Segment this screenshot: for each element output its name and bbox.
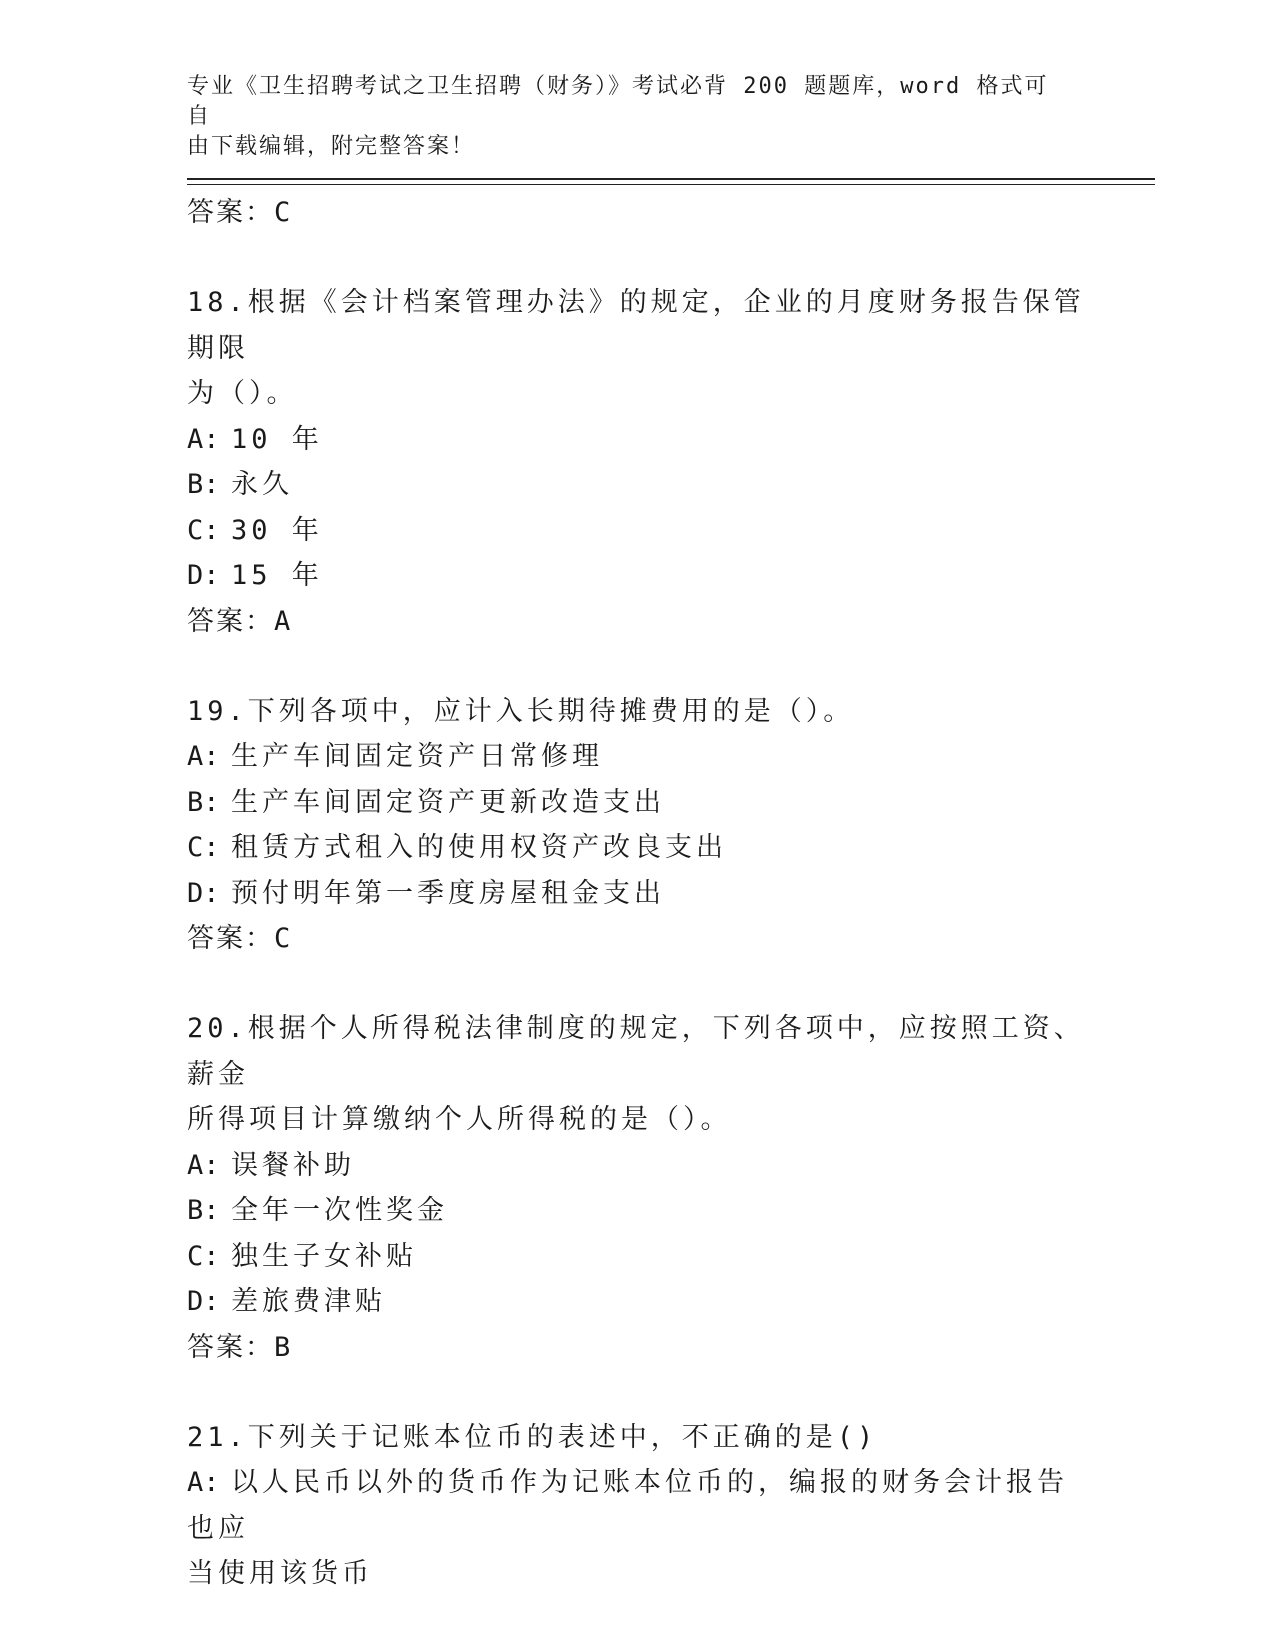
option-key: C:: [187, 832, 220, 863]
option-b: [187, 1188, 1087, 1234]
header-divider-thick: [187, 178, 1155, 180]
question-text: 18.根据《会计档案管理办法》的规定，企业的月度财务报告保管期限: [187, 287, 1085, 364]
option-key: D:: [187, 560, 220, 591]
option-key: D:: [187, 1286, 220, 1317]
question-list: [187, 190, 1087, 1597]
option-text: 10 年: [231, 423, 323, 455]
option-text: 以人民币以外的货币作为记账本位币的，编报的财务会计报告也应: [187, 1467, 1068, 1544]
option-text: 15 年: [231, 560, 323, 591]
answer-line: [187, 190, 1087, 236]
option-b: [187, 462, 1087, 508]
option-text: 生产车间固定资产日常修理: [231, 741, 603, 772]
option-key: C:: [187, 1240, 220, 1272]
option-text: 独生子女补贴: [231, 1240, 417, 1272]
option-text: 差旅费津贴: [231, 1286, 386, 1317]
answer-label: 答案：: [187, 923, 274, 954]
answer-line: [187, 916, 1087, 962]
question-19: [187, 689, 1087, 963]
answer-label: 答案：: [187, 605, 274, 637]
option-key: B:: [187, 469, 220, 500]
question-text: 19.下列各项中，应计入长期待摊费用的是（）。: [187, 695, 855, 727]
question-text: 为（）。: [187, 378, 298, 409]
option-text: 全年一次性奖金: [231, 1195, 448, 1226]
option-text: 生产车间固定资产更新改造支出: [231, 786, 665, 818]
option-text: 租赁方式租入的使用权资产改良支出: [231, 832, 727, 863]
option-d: [187, 1279, 1087, 1325]
answer-line: [187, 599, 1087, 645]
answer-label: 答案：: [187, 1331, 274, 1363]
question-21: [187, 1415, 1087, 1597]
header-line-2: 由下载编辑，附完整答案！: [187, 134, 476, 159]
option-text: 误餐补助: [231, 1149, 355, 1181]
question-20: [187, 1006, 1087, 1371]
answer-value: A: [274, 605, 291, 637]
option-key: A:: [187, 1467, 220, 1498]
answer-value: C: [274, 923, 291, 954]
option-d: [187, 871, 1087, 917]
answer-value: C: [274, 197, 291, 228]
option-key: B:: [187, 1195, 220, 1226]
option-text: 永久: [231, 469, 293, 500]
question-text: 21.下列关于记账本位币的表述中，不正确的是(): [187, 1421, 878, 1453]
option-text: 30 年: [231, 514, 323, 546]
option-a: [187, 734, 1087, 780]
answer-value: B: [274, 1331, 291, 1363]
option-a-continued: [187, 1551, 1087, 1597]
option-b: [187, 780, 1087, 826]
question-18: [187, 280, 1087, 645]
question-text: 所得项目计算缴纳个人所得税的是（）。: [187, 1104, 732, 1135]
option-a: [187, 1143, 1087, 1189]
question-text: 20.根据个人所得税法律制度的规定，下列各项中，应按照工资、薪金: [187, 1013, 1085, 1090]
option-text: 当使用该货币: [187, 1558, 373, 1589]
document-header: [187, 72, 1067, 162]
option-key: A:: [187, 741, 220, 772]
option-c: [187, 508, 1087, 554]
option-c: [187, 825, 1087, 871]
option-c: [187, 1234, 1087, 1280]
option-text: 预付明年第一季度房屋租金支出: [231, 877, 665, 909]
answer-line: [187, 1325, 1087, 1371]
option-key: B:: [187, 786, 220, 818]
option-key: A:: [187, 423, 220, 455]
option-d: [187, 553, 1087, 599]
option-key: C:: [187, 514, 220, 546]
option-key: A:: [187, 1149, 220, 1181]
answer-label: 答案：: [187, 197, 274, 228]
option-key: D:: [187, 877, 220, 909]
option-a: [187, 417, 1087, 463]
header-line-1: 专业《卫生招聘考试之卫生招聘（财务）》考试必背 200 题题库，word 格式可自: [187, 74, 1049, 129]
header-divider-thin: [187, 184, 1155, 185]
option-a: [187, 1460, 1087, 1551]
